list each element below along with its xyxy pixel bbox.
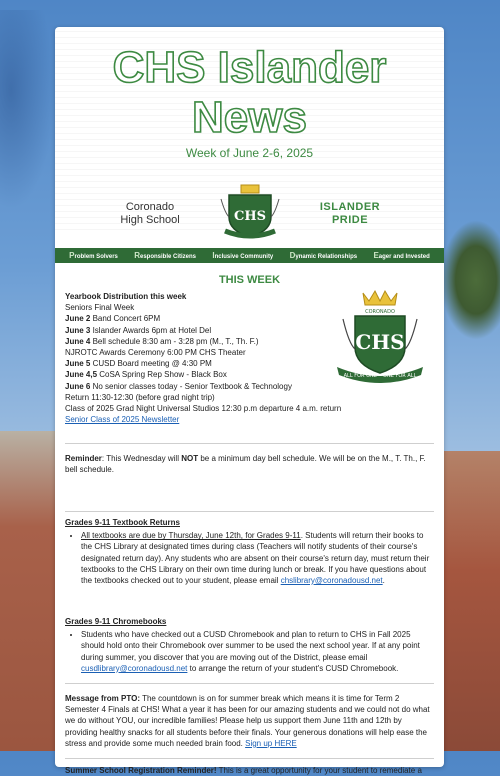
- school-name: [95, 201, 205, 227]
- school-crest-icon: [215, 183, 285, 241]
- event-line: Return 11:30-12:30 (before grad night trip): [65, 392, 215, 402]
- values-bar: [55, 248, 444, 263]
- section-divider: [65, 511, 434, 512]
- value-eager-invested: Eager and Invested: [373, 251, 430, 260]
- cusdlibrary-email-link[interactable]: cusdlibrary@coronadousd.net: [81, 663, 188, 673]
- event-line: June 2 Band Concert 6PM: [65, 314, 161, 324]
- background-trees: [0, 10, 55, 210]
- school-name-line-1: Coronado: [125, 201, 175, 213]
- school-row: [55, 183, 444, 243]
- event-line: June 4,5 CoSA Spring Rep Show - Black Box: [65, 370, 227, 380]
- chromebooks-heading: Grades 9-11 Chromebooks: [65, 617, 167, 626]
- senior-newsletter-link[interactable]: Senior Class of 2025 Newsletter: [65, 415, 180, 425]
- chromebooks-block: [65, 616, 434, 674]
- value-problem-solvers: Problem Solvers: [69, 251, 118, 260]
- event-line: Class of 2025 Grad Night Universal Studios 12:30 p.m departure 4 a.m. return: [65, 404, 342, 414]
- chslibrary-email-link[interactable]: chslibrary@coronadousd.net: [280, 576, 383, 586]
- summer-school-block: Summer School Registration Reminder! This is a great opportunity for your student to remediate a: [65, 766, 422, 775]
- event-line: June 5 CUSD Board meeting @ 4:30 PM: [65, 359, 212, 369]
- event-line: Seniors Final Week: [65, 303, 135, 313]
- background-building-right: [442, 451, 500, 751]
- section-divider: [65, 683, 434, 684]
- chromebooks-item: • Students who have checked out a CUSD Chromebook and plan to return to CHS in Fall 2025 should hold onto their Chromebook over summer to be used the next school year. If at any point during summer, you discover that you are moving out of the District, please email cusdlibrary@coronadousd.net to arrange the return of your student's CUSD Chromebook.: [81, 629, 434, 674]
- event-line: June 3 Islander Awards 6pm at Hotel Del: [65, 325, 212, 335]
- value-responsible-citizens: Responsible Citizens: [134, 251, 197, 260]
- pto-block: Message from PTO: The countdown is on for summer break which means it is time for Term 2 Semester 4 Finals at CHS! What a year it has been for our amazing students and we could not do what we do without YOU, our incredible families! Please help us support them June 11th and 12th by providing healthy snacks for all students before their finals. Your generous donations will help ease the stress and provide some much needed brain food. Sign up HERE: [65, 694, 430, 748]
- newsletter-card: [55, 27, 444, 775]
- this-week-list: [65, 291, 434, 425]
- summer-school-label: Summer School Registration Reminder!: [65, 766, 217, 775]
- week-label: Week of June 2-6, 2025: [185, 146, 314, 160]
- crest-banner-text: ALL FOR ONE • ONE FOR ALL: [343, 373, 417, 379]
- section-divider: [65, 443, 434, 444]
- event-line: Yearbook Distribution this week: [65, 292, 187, 301]
- islander-pride: [295, 201, 405, 227]
- school-name-line-2: High School: [120, 214, 180, 226]
- value-inclusive-community: Inclusive Community: [212, 251, 274, 260]
- masthead: [55, 27, 444, 260]
- crest-top-text: CORONADO: [365, 309, 395, 315]
- event-line: NJROTC Awards Ceremony 6:00 PM CHS Theater: [65, 348, 246, 358]
- pride-line-2: PRIDE: [331, 214, 369, 226]
- section-divider: [65, 758, 434, 759]
- value-dynamic-relationships: Dynamic Relationships: [289, 251, 358, 260]
- event-line: June 6 No senior classes today - Senior Textbook & Technology: [65, 381, 292, 391]
- reminder-label: Reminder: [65, 454, 102, 463]
- background-building-left: [0, 431, 60, 751]
- textbook-returns-block: [65, 517, 434, 586]
- crest-large-text: CHS: [355, 330, 405, 354]
- background-palm: [440, 220, 500, 340]
- reminder-block: Reminder: This Wednesday will NOT be a minimum day bell schedule. We will be on the M., T. Th., F. bell schedule.: [65, 454, 426, 475]
- this-week-heading: THIS WEEK: [218, 274, 281, 286]
- pto-label: Message from PTO:: [65, 694, 140, 703]
- event-line: June 4 Bell schedule 8:30 am - 3:28 pm (M., T., Th. F.): [65, 336, 259, 346]
- title-line-1: CHS Islander: [112, 43, 387, 92]
- newsletter-title: [55, 43, 444, 143]
- crest-text: CHS: [233, 209, 267, 224]
- textbook-returns-heading: Grades 9-11 Textbook Returns: [65, 518, 180, 527]
- title-line-2: News: [192, 93, 307, 142]
- sign-up-link[interactable]: Sign up HERE: [245, 738, 297, 748]
- textbook-returns-item: • All textbooks are due by Thursday, June 12th, for Grades 9-11. Students will return their books to the CHS Library at designated times during class (Teachers will notify students of their course's designated return day). Any students who are absent on their course's return day, must return their textbooks to the CHS Library on their own time during lunch or break. If you have questions about the textbooks checked out to your student, please email chslibrary@coronadousd.net.: [81, 530, 434, 586]
- pride-line-1: ISLANDER: [319, 201, 381, 213]
